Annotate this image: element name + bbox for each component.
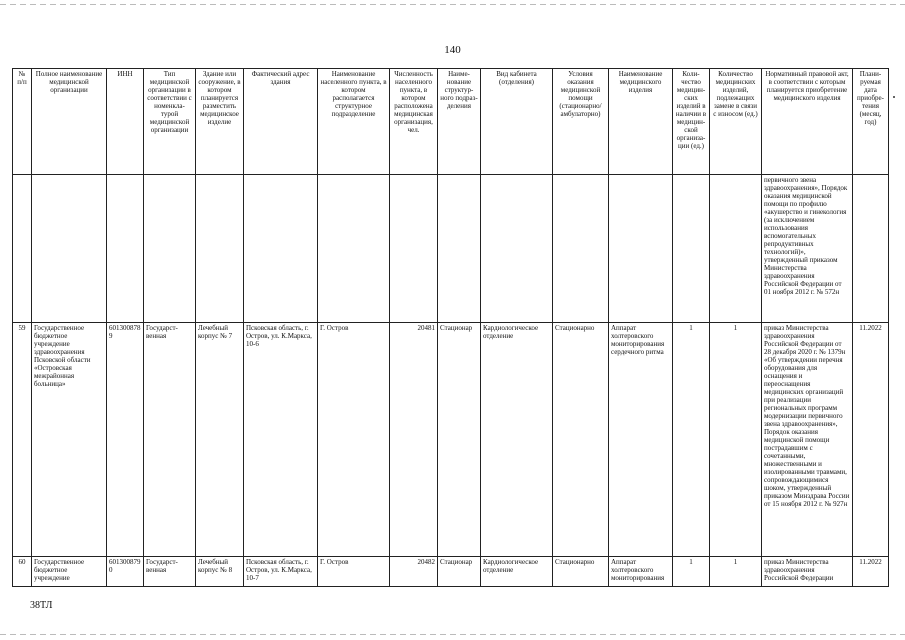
table-header-row (13, 69, 889, 175)
locality-cell: Г. Остров (318, 323, 390, 557)
replace-cell: 1 (710, 323, 762, 557)
header-cell: Тип медицинской организации в соответствии с номенкла-турой медицинской организации (144, 69, 196, 175)
conditions-cell: Стационарно (553, 323, 609, 557)
address-cell: Псковская область, г. Остров, ул. К.Маркса, 10-6 (244, 323, 318, 557)
table-row (13, 323, 889, 557)
building-cell: Лечебный корпус № 7 (196, 323, 244, 557)
date-cell: 11.2022 (853, 323, 889, 557)
page-number: 140 (444, 44, 461, 56)
header-cell: Вид кабинета (отделения) (481, 69, 553, 175)
unit-cell: Стационар (438, 323, 481, 557)
table-row-continuation (13, 175, 889, 323)
row-number: 60 (13, 557, 32, 587)
address-cell: Псковская область, г. Остров, ул. К.Маркса, 10-7 (244, 557, 318, 587)
conditions-cell: Стационарно (553, 557, 609, 587)
header-cell: Фактический адрес здания (244, 69, 318, 175)
header-cell: Здание или сооружение, в котором планируется разместить медицинское изделие (196, 69, 244, 175)
header-cell: Наименование медицинского изделия (609, 69, 673, 175)
header-cell: Нормативный правовой акт, в соответствии с которым планируется приобретение медицинского изделия (762, 69, 853, 175)
org-type-cell: Государст-венная (144, 557, 196, 587)
table-row (13, 557, 889, 587)
legal-act-cell: первичного звена здравоохранения», Порядок оказания медицинской помощи по профилю «акушерство и гинекология (за исключением использования вспомогательных репродуктивных технологий)», утвержденный приказом Министерства здравоохранения Российской Федерации от 01 ноября 2012 г. № 572н (762, 175, 853, 323)
cabinet-cell: Кардиологическое отделение (481, 557, 553, 587)
replace-cell: 1 (710, 557, 762, 587)
quantity-cell: 1 (673, 323, 710, 557)
inn-cell: 6013008790 (107, 557, 144, 587)
header-cell: ИНН (107, 69, 144, 175)
footer-code: 38ТЛ (30, 600, 53, 611)
legal-act-cell: приказ Министерства здравоохранения Российской Федерации (762, 557, 853, 587)
equipment-table (12, 68, 889, 587)
scan-edge-top (0, 4, 905, 5)
header-cell: Численность населенного пункта, в котором расположена медицинская организация, чел. (390, 69, 438, 175)
population-cell: 20482 (390, 557, 438, 587)
org-name-cell: Государственное бюджетное учреждение (32, 557, 107, 587)
legal-act-cell: приказ Министерства здравоохранения Российской Федерации от 28 декабря 2020 г. № 1379н «Об утверждении перечня оборудования для оснащения и переоснащения медицинских организаций при реализации региональных программ модернизации первичного звена здравоохранения», Порядок оказания медицинской помощи пострадавшим с сочетанными, множественными и изолированными травмами, сопровождающимися шоком, утвержденный приказом Минздрава России от 15 ноября 2012 г. № 927н (762, 323, 853, 557)
header-cell: № п/п (13, 69, 32, 175)
date-cell: 11.2022 (853, 557, 889, 587)
quantity-cell: 1 (673, 557, 710, 587)
device-cell: Аппарат холтеровского мониторирования сердечного ритма (609, 323, 673, 557)
cabinet-cell: Кардиологическое отделение (481, 323, 553, 557)
unit-cell: Стационар (438, 557, 481, 587)
header-cell: Условия оказания медицинской помощи (стационарно/ амбулаторно) (553, 69, 609, 175)
inn-cell: 6013008789 (107, 323, 144, 557)
scan-edge-bottom (0, 634, 905, 635)
header-cell: Наименование населенного пункта, в котором располагается структурное подразделение (318, 69, 390, 175)
row-number: 59 (13, 323, 32, 557)
population-cell: 20481 (390, 323, 438, 557)
locality-cell: Г. Остров (318, 557, 390, 587)
scan-speck (893, 96, 895, 98)
org-type-cell: Государст-венная (144, 323, 196, 557)
header-cell: Коли-чество медицин-ских изделий в наличии в медицин-ской организа-ции (ед.) (673, 69, 710, 175)
header-cell: Полное наименование медицинской организации (32, 69, 107, 175)
device-cell: Аппарат холтеровского мониторирования (609, 557, 673, 587)
header-cell: Наиме-нование структур-ного подраз-деления (438, 69, 481, 175)
header-cell: Плани-руемая дата приобре-тения (месяц, год) (853, 69, 889, 175)
org-name-cell: Государственное бюджетное учреждение здравоохранения Псковской области «Островская межрайонная больница» (32, 323, 107, 557)
building-cell: Лечебный корпус № 8 (196, 557, 244, 587)
header-cell: Количество медицинских изделий, подлежащих замене в связи с износом (ед.) (710, 69, 762, 175)
